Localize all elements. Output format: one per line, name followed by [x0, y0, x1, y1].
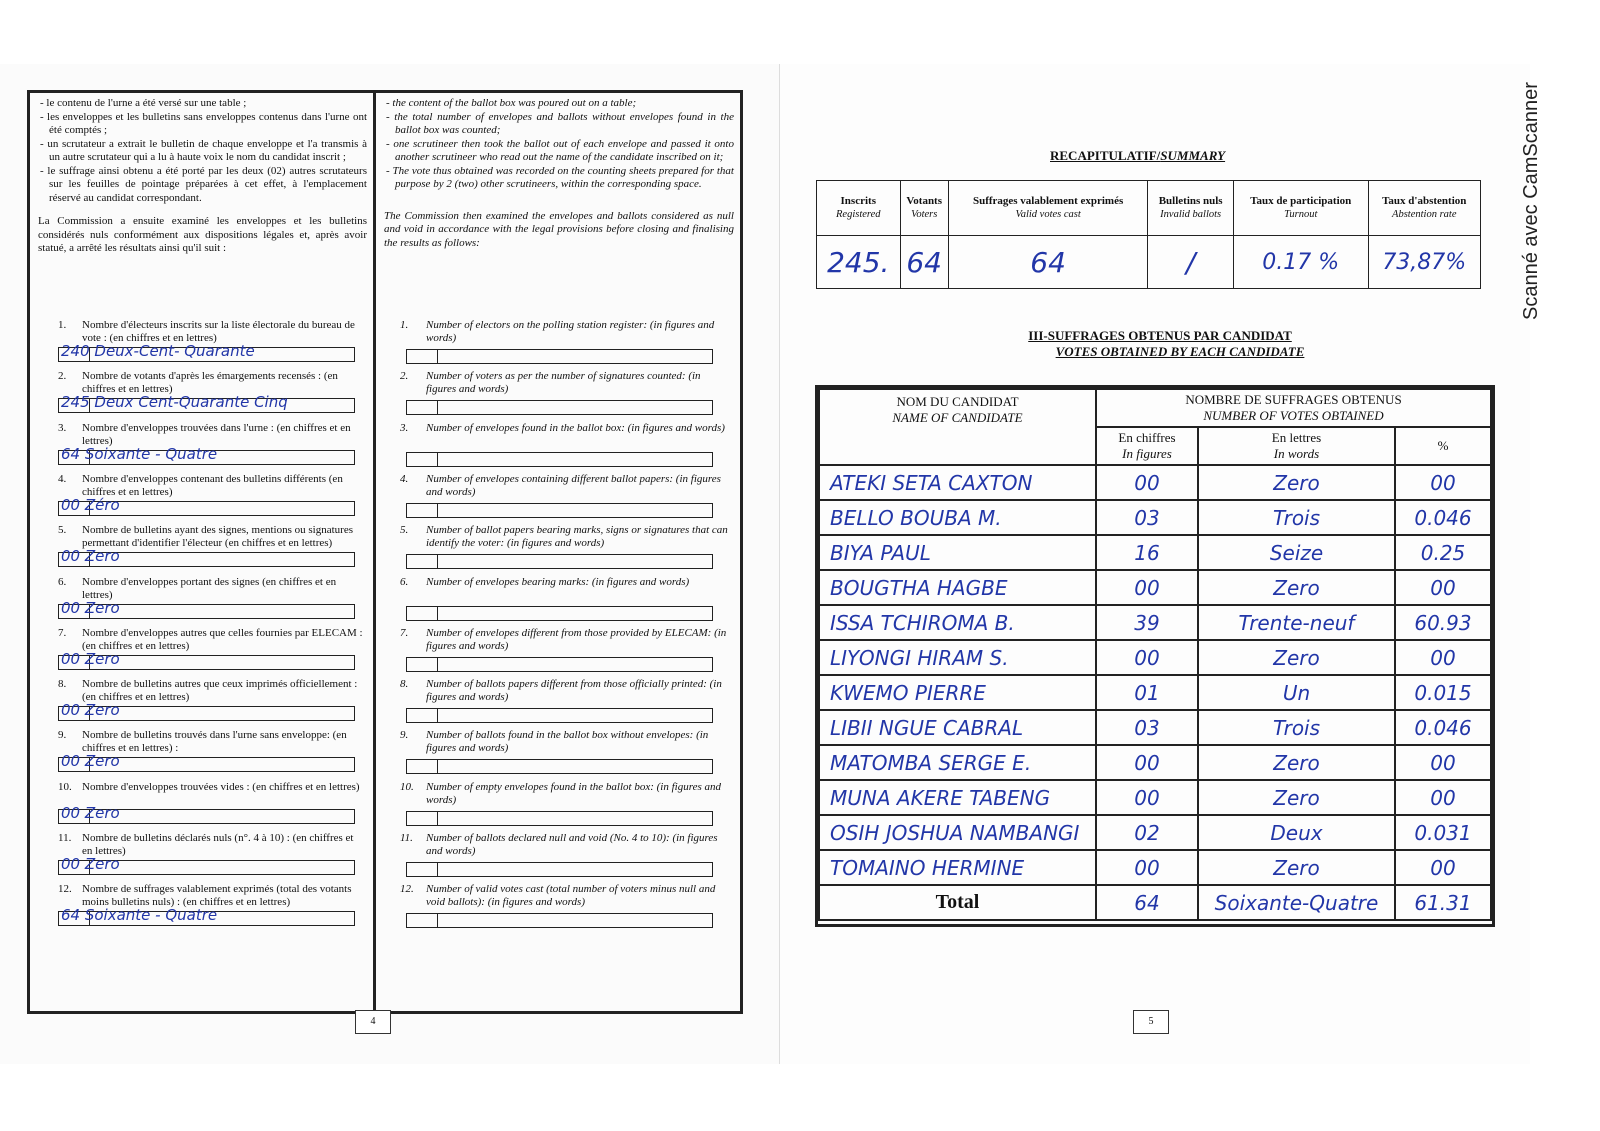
answer-box — [406, 554, 713, 569]
votes-percent: 00 — [1395, 850, 1491, 885]
item-label: Number of envelopes bearing marks: (in figures and words) — [426, 575, 690, 588]
answer-box — [58, 906, 355, 926]
header-fr: Taux de participation — [1250, 195, 1352, 207]
summary-value: 64 — [948, 236, 1148, 289]
item-label: Number of ballots declared null and void (No. 4 to 10): (in figures and words) — [426, 832, 718, 857]
answer-box-divider — [437, 709, 438, 722]
handwritten-answer: 00 Zero — [61, 803, 120, 822]
fr-form-item — [30, 576, 373, 624]
words-header — [1198, 427, 1395, 465]
item-number: 2. — [400, 370, 409, 383]
summary-table — [816, 180, 1481, 289]
header-fr: Taux d'abstention — [1382, 195, 1467, 207]
header-en: Invalid ballots — [1160, 209, 1222, 220]
votes-percent: 00 — [1395, 570, 1491, 605]
candidate-name: BELLO BOUBA M. — [819, 500, 1096, 535]
candidates-table-frame — [815, 385, 1495, 927]
fr-form-item — [30, 832, 373, 880]
header-en: Voters — [911, 209, 938, 220]
answer-box — [58, 855, 355, 875]
candidate-row — [819, 815, 1491, 850]
total-percent: 61.31 — [1395, 885, 1491, 920]
answer-box — [406, 452, 713, 467]
words-header-fr: En lettres — [1271, 430, 1322, 445]
votes-title-fr: III-SUFFRAGES OBTENUS PAR CANDIDAT — [1028, 328, 1292, 343]
en-intro-line: - the content of the ballot box was poured out on a table; — [386, 97, 637, 109]
item-label: Number of empty envelopes found in the ballot box: (in figures and words) — [426, 780, 722, 806]
pct-header: % — [1395, 427, 1491, 465]
votes-words: Deux — [1198, 815, 1395, 850]
name-header-en: NAME OF CANDIDATE — [892, 410, 1023, 425]
en-form-item — [376, 370, 740, 418]
votes-words: Zero — [1198, 745, 1395, 780]
item-number: 8. — [400, 678, 409, 691]
answer-box — [58, 752, 355, 772]
en-form-item — [376, 627, 740, 675]
item-number: 1. — [58, 319, 67, 331]
answer-box-divider — [437, 350, 438, 363]
answer-box-divider — [437, 555, 438, 568]
candidate-name: ISSA TCHIROMA B. — [819, 605, 1096, 640]
en-intro-line: - one scrutineer then took the ballot out of each envelope and passed it onto another scrutineer who read out the name of the candidate inscribed on it; — [386, 137, 734, 163]
answer-box — [406, 349, 713, 364]
french-column — [30, 93, 376, 1011]
summary-value: 64 — [900, 236, 948, 289]
summary-header — [1233, 181, 1368, 236]
item-label: Number of voters as per the number of signatures counted: (in figures and words) — [426, 370, 701, 396]
en-form-item — [376, 781, 740, 829]
answer-box — [58, 598, 355, 619]
candidate-name: ATEKI SETA CAXTON — [819, 465, 1096, 500]
fr-form-item — [30, 781, 373, 829]
summary-value: / — [1148, 236, 1234, 289]
votes-words: Trois — [1198, 500, 1395, 535]
answer-box — [406, 708, 713, 723]
item-number: 4. — [400, 472, 409, 485]
summary-header — [1368, 181, 1480, 236]
answer-box — [58, 547, 355, 567]
votes-figures: 03 — [1096, 500, 1198, 535]
candidate-name: TOMAINO HERMINE — [819, 850, 1096, 885]
summary-header-row — [817, 181, 1481, 236]
answer-box — [58, 444, 355, 465]
votes-title-en: VOTES OBTAINED BY EACH CANDIDATE — [1055, 344, 1305, 359]
candidate-row — [819, 780, 1491, 815]
en-form-item — [376, 729, 740, 777]
candidate-name: OSIH JOSHUA NAMBANGI — [819, 815, 1096, 850]
en-form-item — [376, 319, 740, 367]
votes-header-en: NUMBER OF VOTES OBTAINED — [1203, 408, 1384, 423]
item-number: 9. — [400, 729, 409, 742]
figures-header-en: In figures — [1122, 446, 1172, 461]
item-number: 4. — [58, 472, 67, 485]
en-form-item — [376, 524, 740, 572]
item-label: Number of valid votes cast (total number of voters minus null and void ballots): (in figures and words) — [426, 883, 716, 909]
summary-header — [948, 181, 1148, 236]
votes-percent: 0.046 — [1395, 710, 1491, 745]
answer-box-divider — [437, 914, 438, 927]
handwritten-answer: 245 Deux Cent-Quarante Cinq — [61, 393, 288, 412]
votes-figures: 01 — [1096, 675, 1198, 710]
summary-title — [1050, 148, 1225, 164]
name-header-fr: NOM DU CANDIDAT — [896, 394, 1019, 409]
item-label: Nombre de bulletins déclarés nuls (n°. 4 à 10) : (en chiffres et en lettres) — [82, 832, 354, 857]
handwritten-answer: 00 Zero — [61, 855, 120, 873]
answer-box — [406, 606, 713, 621]
votes-words: Trente-neuf — [1198, 605, 1395, 640]
answer-box-divider — [437, 607, 438, 620]
candidate-name: BOUGTHA HAGBE — [819, 570, 1096, 605]
candidates-header-row — [819, 389, 1491, 427]
answer-box-divider — [437, 863, 438, 876]
item-label: Nombre de bulletins autres que ceux imprimés officiellement : (en chiffres et en lettres) — [82, 678, 358, 704]
header-en: Valid votes cast — [1015, 209, 1081, 220]
fr-intro — [40, 97, 367, 205]
en-form-item — [376, 422, 740, 470]
votes-figures: 00 — [1096, 570, 1198, 605]
votes-figures: 16 — [1096, 535, 1198, 570]
votes-figures: 39 — [1096, 605, 1198, 640]
votes-words: Zero — [1198, 465, 1395, 500]
candidate-row — [819, 535, 1491, 570]
candidate-name: BIYA PAUL — [819, 535, 1096, 570]
total-figures: 64 — [1096, 885, 1198, 920]
fr-form-item — [30, 473, 373, 521]
votes-percent: 00 — [1395, 640, 1491, 675]
candidate-row — [819, 745, 1491, 780]
answer-box — [58, 701, 355, 721]
item-number: 11. — [58, 832, 72, 844]
en-form-item — [376, 576, 740, 624]
handwritten-answer: 00 Zero — [61, 701, 120, 720]
answer-box — [406, 759, 713, 774]
item-label: Number of ballots papers different from those officially printed: (in figures and words) — [426, 678, 722, 704]
handwritten-answer: 00 Zero — [61, 649, 120, 668]
votes-percent: 0.031 — [1395, 815, 1491, 850]
en-form-item — [376, 832, 740, 880]
item-number: 6. — [400, 575, 409, 588]
handwritten-answer: 64 Soixante - Quatre — [61, 906, 218, 925]
summary-value-row — [817, 236, 1481, 289]
votes-figures: 02 — [1096, 815, 1198, 850]
votes-figures: 00 — [1096, 745, 1198, 780]
english-column — [376, 93, 740, 1011]
answer-box-divider — [437, 453, 438, 466]
item-number: 7. — [58, 626, 67, 639]
summary-title-en: SUMMARY — [1160, 148, 1226, 163]
votes-percent: 00 — [1395, 465, 1491, 500]
answer-box — [406, 862, 713, 877]
item-number: 5. — [58, 524, 67, 537]
page-number-left: 4 — [355, 1010, 391, 1034]
fr-intro-line: - le suffrage ainsi obtenu a été porté par les deux (02) autres scrutateurs sur les feuilles de pointage préparées à cet effet, à l'emplacement réservé au candidat correspondant. — [40, 164, 367, 204]
results-form — [27, 90, 743, 1014]
answer-box-divider — [437, 760, 438, 773]
summary-header — [900, 181, 948, 236]
candidate-row — [819, 605, 1491, 640]
item-number: 8. — [58, 678, 67, 691]
total-words: Soixante-Quatre — [1198, 885, 1395, 920]
candidate-name: LIBII NGUE CABRAL — [819, 710, 1096, 745]
item-label: Nombre de bulletins ayant des signes, mentions ou signatures permettant d'identifier l'électeur (en chiffres et en lettres) — [82, 524, 353, 550]
item-label: Number of electors on the polling station register: (in figures and words) — [426, 319, 715, 344]
handwritten-answer: 64 Soixante - Quatre — [61, 444, 218, 463]
votes-percent: 00 — [1395, 745, 1491, 780]
item-number: 5. — [400, 524, 409, 537]
item-label: Nombre de bulletins trouvés dans l'urne sans enveloppe: (en chiffres et en lettres) : — [82, 729, 347, 755]
answer-box — [58, 393, 355, 413]
answer-box — [406, 400, 713, 415]
answer-box — [406, 913, 713, 928]
handwritten-answer: 00 Zero — [61, 752, 120, 771]
item-number: 10. — [58, 780, 72, 793]
answer-box — [406, 503, 713, 518]
item-label: Nombre d'enveloppes contenant des bulletins différents (en chiffres et en lettres) — [82, 472, 343, 498]
candidates-table — [818, 388, 1492, 921]
page-number-right: 5 — [1133, 1010, 1169, 1034]
item-label: Number of ballot papers bearing marks, signs or signatures that can identify the voter: (in figures and words) — [426, 524, 728, 550]
item-label: Number of envelopes different from those provided by ELECAM: (in figures and words) — [426, 626, 727, 652]
header-en: Registered — [836, 209, 881, 220]
fr-form-item — [30, 524, 373, 572]
votes-words: Zero — [1198, 780, 1395, 815]
item-label: Nombre d'enveloppes autres que celles fournies par ELECAM : (en chiffres et en lettres) — [82, 626, 363, 652]
header-fr: Bulletins nuls — [1158, 195, 1223, 207]
item-label: Nombre d'enveloppes portant des signes (en chiffres et en lettres) — [82, 575, 337, 601]
words-header-en: In words — [1273, 446, 1320, 461]
candidate-name: MUNA AKERE TABENG — [819, 780, 1096, 815]
votes-percent: 00 — [1395, 780, 1491, 815]
candidate-row — [819, 850, 1491, 885]
item-number: 3. — [58, 421, 67, 434]
answer-box — [58, 342, 355, 362]
votes-figures: 00 — [1096, 850, 1198, 885]
item-number: 11. — [400, 832, 413, 844]
votes-words: Trois — [1198, 710, 1395, 745]
header-en: Abstention rate — [1392, 209, 1457, 220]
fr-form-item — [30, 627, 373, 675]
votes-percent: 0.046 — [1395, 500, 1491, 535]
handwritten-answer: 00 Zéro — [61, 495, 120, 514]
en-form-item — [376, 678, 740, 726]
item-number: 2. — [58, 370, 67, 383]
scanner-watermark: Scanné avec CamScanner — [1520, 82, 1542, 320]
answer-box-divider — [437, 658, 438, 671]
votes-percent: 0.25 — [1395, 535, 1491, 570]
en-form-item — [376, 883, 740, 931]
votes-figures: 00 — [1096, 780, 1198, 815]
candidate-row — [819, 465, 1491, 500]
fr-form-item — [30, 319, 373, 367]
en-intro — [386, 97, 734, 192]
candidate-row — [819, 500, 1491, 535]
votes-figures: 03 — [1096, 710, 1198, 745]
header-fr: Votants — [906, 195, 943, 207]
item-label: Number of envelopes containing different ballot papers: (in figures and words) — [426, 472, 721, 498]
answer-box-divider — [437, 401, 438, 414]
fr-intro-line: - le contenu de l'urne a été versé sur une table ; — [40, 97, 247, 109]
en-intro-line: - the total number of envelopes and ballots without envelopes found in the ballot box was counted; — [386, 110, 734, 136]
item-label: Nombre de votants d'après les émargements recensés : (en chiffres et en lettres) — [82, 370, 338, 396]
item-label: Nombre d'enveloppes trouvées dans l'urne : (en chiffres et en lettres) — [82, 421, 351, 447]
fr-intro-line: - les enveloppes et les bulletins sans enveloppes contenus dans l'urne ont été comptés ; — [40, 110, 367, 136]
fr-form-item — [30, 370, 373, 418]
candidate-row — [819, 640, 1491, 675]
fr-paragraph: La Commission a ensuite examiné les enveloppes et les bulletins considérés nuls conformément aux dispositions légales et, après avoir statué, a arrêté les résultats ainsi qu'il suit : — [38, 215, 367, 254]
summary-header — [817, 181, 901, 236]
total-label: Total — [819, 885, 1096, 920]
candidate-row — [819, 675, 1491, 710]
header-en: Turnout — [1284, 209, 1318, 220]
candidate-name: KWEMO PIERRE — [819, 675, 1096, 710]
votes-words: Zero — [1198, 640, 1395, 675]
answer-box — [406, 811, 713, 826]
en-form-item — [376, 473, 740, 521]
item-number: 6. — [58, 575, 67, 588]
candidate-name: MATOMBA SERGE E. — [819, 745, 1096, 780]
header-fr: Suffrages valablement exprimés — [972, 195, 1124, 207]
fr-form-item — [30, 883, 373, 931]
figures-header-fr: En chiffres — [1118, 430, 1176, 445]
summary-header — [1148, 181, 1234, 236]
handwritten-answer: 00 Zero — [61, 598, 120, 617]
total-row — [819, 885, 1491, 920]
answer-box — [58, 495, 355, 516]
item-number: 10. — [400, 780, 414, 793]
summary-value: 73,87% — [1368, 236, 1480, 289]
item-label: Nombre d'électeurs inscrits sur la liste électorale du bureau de vote : (en chiffres et en lettres) — [82, 319, 355, 344]
item-label: Nombre d'enveloppes trouvées vides : (en chiffres et en lettres) — [82, 780, 360, 793]
en-intro-line: - The vote thus obtained was recorded on the counting sheets prepared for that purpose by 2 (two) other scrutineers, within the corresponding space. — [386, 164, 734, 190]
item-number: 3. — [400, 421, 409, 434]
votes-header — [1096, 389, 1491, 427]
answer-box-divider — [437, 504, 438, 517]
answer-box — [406, 657, 713, 672]
fr-form-item — [30, 422, 373, 470]
fr-form-item — [30, 678, 373, 726]
en-paragraph: The Commission then examined the envelopes and ballots considered as null and void in accordance with the legal provisions before closing and finalising the results as follows: — [384, 209, 734, 249]
votes-header-fr: NOMBRE DE SUFFRAGES OBTENUS — [1185, 392, 1402, 407]
candidate-row — [819, 570, 1491, 605]
fr-form-item — [30, 729, 373, 777]
header-fr: Inscrits — [840, 195, 876, 207]
votes-figures: 00 — [1096, 640, 1198, 675]
votes-words: Zero — [1198, 570, 1395, 605]
answer-box-divider — [437, 812, 438, 825]
fr-intro-line: - un scrutateur a extrait le bulletin de chaque enveloppe et l'a transmis à un autre scrutateur qui a lu à haute voix le nom du candidat inscrit ; — [40, 137, 367, 163]
votes-words: Un — [1198, 675, 1395, 710]
answer-box — [58, 649, 355, 670]
summary-title-fr: RECAPITULATIF/ — [1050, 148, 1161, 163]
candidate-row — [819, 710, 1491, 745]
item-number: 1. — [400, 319, 409, 331]
candidate-name: LIYONGI HIRAM S. — [819, 640, 1096, 675]
item-label: Nombre de suffrages valablement exprimés (total des votants moins bulletins nuls) : (en chiffres et en lettres) — [82, 883, 352, 909]
summary-value: 0.17 % — [1233, 236, 1368, 289]
votes-percent: 0.015 — [1395, 675, 1491, 710]
item-number: 7. — [400, 626, 409, 639]
item-number: 12. — [400, 883, 414, 896]
item-label: Number of envelopes found in the ballot box: (in figures and words) — [426, 421, 725, 434]
votes-words: Zero — [1198, 850, 1395, 885]
summary-value: 245. — [817, 236, 901, 289]
item-number: 9. — [58, 729, 67, 742]
votes-percent: 60.93 — [1395, 605, 1491, 640]
item-label: Number of ballots found in the ballot box without envelopes: (in figures and words) — [426, 729, 709, 755]
votes-figures: 00 — [1096, 465, 1198, 500]
page-fold — [779, 64, 780, 1064]
figures-header — [1096, 427, 1198, 465]
handwritten-answer: 240 Deux-Cent- Quarante — [61, 342, 255, 360]
name-header — [819, 389, 1096, 465]
votes-title — [1000, 328, 1320, 360]
answer-box — [58, 803, 355, 824]
item-number: 12. — [58, 883, 72, 896]
handwritten-answer: 00 Zero — [61, 547, 120, 566]
votes-words: Seize — [1198, 535, 1395, 570]
